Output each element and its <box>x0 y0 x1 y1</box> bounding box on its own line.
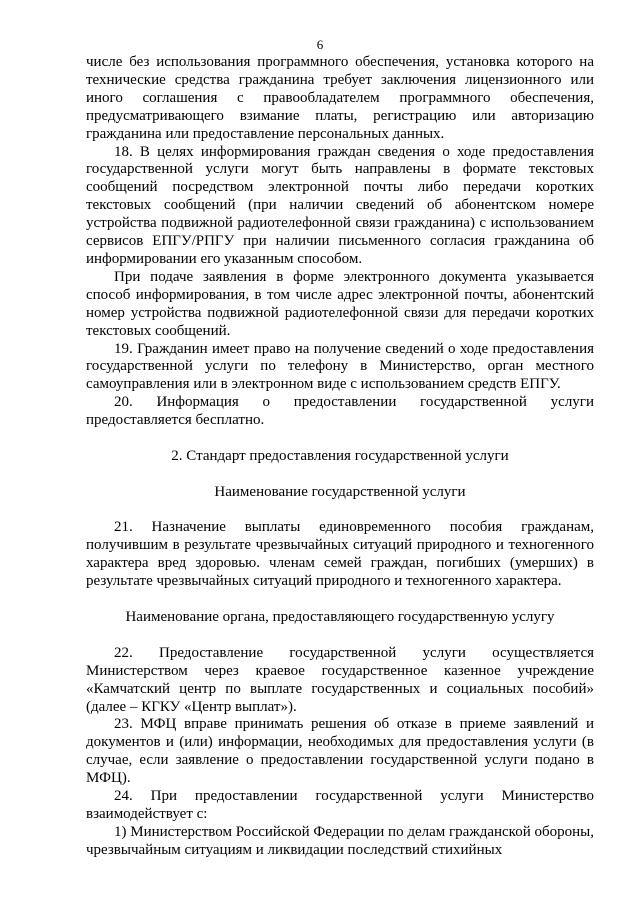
spacer <box>86 627 594 645</box>
spacer <box>86 502 594 520</box>
subheading-service-name: Наименование государственной услуги <box>214 483 466 500</box>
page-number: 6 <box>316 37 324 52</box>
paragraph-24-item-1: 1) Министерством Российской Федерации по делам гражданской обороны, чрезвычайным ситуациям и ликвидации последствий стихийных <box>86 823 594 858</box>
section-heading: 2. Стандарт предоставления государственной услуги <box>171 447 509 464</box>
paragraph-22: 22. Предоставление государственной услуги осуществляется Министерством через краевое государственное казенное учреждение «Камчатский центр по выплате государственных и социальных пособий» (далее – КГКУ «Центр выплат»). <box>86 644 594 715</box>
paragraph-23: 23. МФЦ вправе принимать решения об отказе в приеме заявлений и документов и (или) информации, необходимых для предоставления услуги (в случае, если заявление о предоставлении государственной услуги подано в МФЦ). <box>86 716 594 787</box>
spacer <box>86 430 594 448</box>
paragraph-19: 19. Гражданин имеет право на получение сведений о ходе предоставления государственной услуги по телефону в Министерство, орган местного самоуправления или в электронном виде с использованием средств ЕПГУ. <box>86 340 594 393</box>
paragraph-18-submission: При подаче заявления в форме электронного документа указывается способ информирования, в том числе адрес электронной почты, абонентский номер устройства подвижной радиотелефонной связи для передачи коротких текстовых сообщений. <box>86 268 594 339</box>
paragraph-21: 21. Назначение выплаты единовременного пособия гражданам, получившим в результате чрезвычайных ситуаций природного и техногенного характера вред здоровью. членам семей граждан, погибших (умерших) в результате чрезвычайных ситуаций природного и техногенного характера. <box>86 519 594 590</box>
paragraph-24: 24. При предоставлении государственной услуги Министерство взаимодействует с: <box>86 788 594 822</box>
spacer <box>86 466 594 484</box>
paragraph-20: 20. Информация о предоставлении государственной услуги предоставляется бесплатно. <box>86 394 594 429</box>
spacer <box>86 591 594 609</box>
subheading-provider: Наименование органа, предоставляющего государственную услугу <box>125 609 555 625</box>
page-content <box>86 54 594 860</box>
paragraph-18: 18. В целях информирования граждан сведения о ходе предоставления государственной услуги могут быть направлены в формате текстовых сообщений посредством электронной почты либо передачи коротких текстовых сообщений (при наличии сведений об абонентском номере устройства подвижной радиотелефонной связи гражданина) с использованием сервисов ЕПГУ/РПГУ при наличии письменного согласия гражданина об информировании его указанным способом. <box>86 143 594 267</box>
paragraph-continuation: числе без использования программного обеспечения, установка которого на технические средства гражданина требует заключения лицензионного или иного соглашения с правообладателем программного обеспечения, предусматривающего взимание платы, регистрацию или авторизацию гражданина или предоставление персональных данных. <box>86 54 594 142</box>
